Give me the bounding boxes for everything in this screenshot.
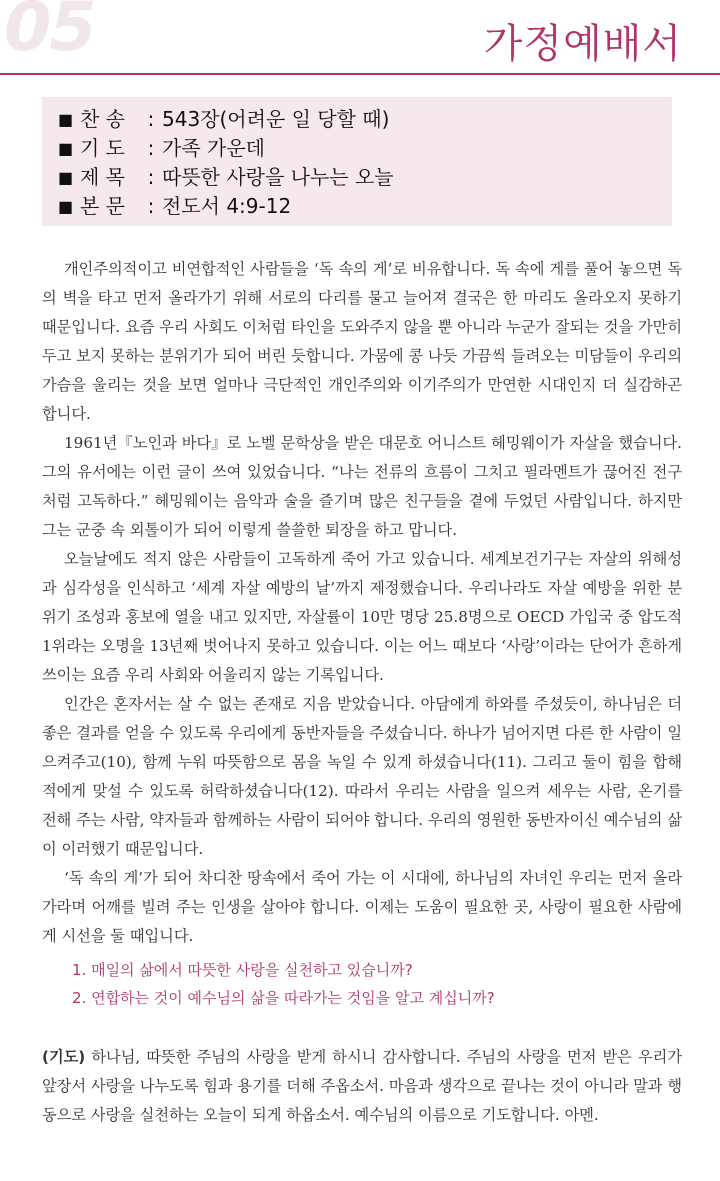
info-colon: : — [147, 165, 155, 189]
info-row-title — [58, 163, 672, 192]
info-key-prayer: 기 도 — [80, 136, 125, 160]
info-key-hymn: 찬 송 — [80, 107, 125, 131]
square-bullet-icon: ■ — [58, 168, 74, 187]
info-colon: : — [147, 107, 155, 131]
body-paragraph: 1961년『노인과 바다』로 노벨 문학상을 받은 대문호 어니스트 헤밍웨이가 자살을 했습니다. 그의 유서에는 이런 글이 쓰여 있었습니다. “나는 전류의 흐름이 그치고 필라멘트가 끊어진 전구처럼 고독하다.” 헤밍웨이는 음악과 술을 즐기며 많은 친구들을 곁에 두었던 사람입니다. 하지만 그는 군중 속 외톨이가 되어 이렇게 쓸쓸한 퇴장을 하고 맙니다. — [42, 434, 682, 539]
info-row-scripture — [58, 192, 672, 221]
body-paragraph: 개인주의적이고 비연합적인 사람들을 ‘독 속의 게’로 비유합니다. 독 속에 게를 풀어 놓으면 독의 벽을 타고 먼저 올라가기 위해 서로의 다리를 물고 늘어져 결국은 한 마리도 올라오지 못하기 때문입니다. 요즘 우리 사회도 이처럼 타인을 도와주지 않을 뿐 아니라 누군가 잘되는 것을 가만히 두고 보지 못하는 분위기가 되어 버린 듯합니다. 가뭄에 콩 나듯 가끔씩 들려오는 미담들이 우리의 가슴을 울리는 것을 보면 얼마나 극단적인 개인주의와 이기주의가 만연한 시대인지 더 실감하곤 합니다. — [42, 260, 682, 423]
info-value-prayer: 가족 가운데 — [162, 136, 265, 160]
section-title: 가정예배서 — [483, 21, 682, 67]
prayer-text: 하나님, 따뜻한 주님의 사랑을 받게 하시니 감사합니다. 주님의 사랑을 먼저 받은 우리가 앞장서 사랑을 나누도록 힘과 용기를 더해 주옵소서. 마음과 생각으로 끝나는 것이 아니라 말과 행동으로 사랑을 실천하는 오늘이 되게 하옵소서. 예수님의 이름으로 기도합니다. 아멘. — [42, 1048, 682, 1124]
header-divider — [0, 73, 720, 75]
closing-prayer — [42, 1043, 682, 1130]
body-paragraph: 인간은 혼자서는 살 수 없는 존재로 지음 받았습니다. 아담에게 하와를 주셨듯이, 하나님은 더 좋은 결과를 얻을 수 있도록 우리에게 동반자들을 주셨습니다. 하나가 넘어지면 다른 한 사람이 일으켜주고(10), 함께 누워 따뜻함으로 몸을 녹일 수 있게 하셨습니다(11). 그리고 둘이 힘을 합해 적에게 맞설 수 있도록 허락하셨습니다(12). 따라서 우리는 사람을 일으켜 세우는 사람, 온기를 전해 주는 사람, 약자들과 함께하는 사람이 되어야 합니다. 우리의 영원한 동반자이신 예수님의 삶이 이러했기 때문입니다. — [42, 695, 682, 858]
worship-info-box — [42, 97, 672, 226]
square-bullet-icon: ■ — [58, 110, 74, 129]
question-item: 2. 연합하는 것이 예수님의 삶을 따라가는 것임을 알고 계십니까? — [72, 989, 495, 1007]
info-colon: : — [147, 194, 155, 218]
info-value-title: 따뜻한 사랑을 나누는 오늘 — [162, 165, 394, 189]
info-value-hymn: 543장(어려운 일 당할 때) — [162, 107, 390, 131]
info-colon: : — [147, 136, 155, 160]
square-bullet-icon: ■ — [58, 139, 74, 158]
info-row-hymn — [58, 105, 672, 134]
info-value-scripture: 전도서 4:9-12 — [162, 194, 292, 218]
sermon-body — [42, 255, 682, 951]
info-key-scripture: 본 문 — [80, 194, 125, 218]
reflection-questions — [72, 956, 495, 1012]
body-paragraph: ‘독 속의 게’가 되어 차디찬 땅속에서 죽어 가는 이 시대에, 하나님의 자녀인 우리는 먼저 올라가라며 어깨를 빌려 주는 인생을 살아야 합니다. 이제는 도움이 필요한 곳, 사랑이 필요한 사람에게 시선을 둘 때입니다. — [42, 869, 682, 945]
square-bullet-icon: ■ — [58, 197, 74, 216]
prayer-label: (기도) — [42, 1048, 86, 1066]
question-item: 1. 매일의 삶에서 따뜻한 사랑을 실천하고 있습니까? — [72, 961, 413, 979]
page-number: 05 — [4, 0, 95, 67]
body-paragraph: 오늘날에도 적지 않은 사람들이 고독하게 죽어 가고 있습니다. 세계보건기구는 자살의 위해성과 심각성을 인식하고 ‘세계 자살 예방의 날’까지 제정했습니다. 우리나라도 자살 예방을 위한 분위기 조성과 홍보에 열을 내고 있지만, 자살률이 10만 명당 25.8명으로 OECD 가입국 중 압도적 1위라는 오명을 13년째 벗어나지 못하고 있습니다. 이는 어느 때보다 ‘사랑’이라는 단어가 흔하게 쓰이는 요즘 우리 사회와 어울리지 않는 기록입니다. — [42, 550, 682, 684]
info-row-prayer — [58, 134, 672, 163]
info-key-title: 제 목 — [80, 165, 125, 189]
